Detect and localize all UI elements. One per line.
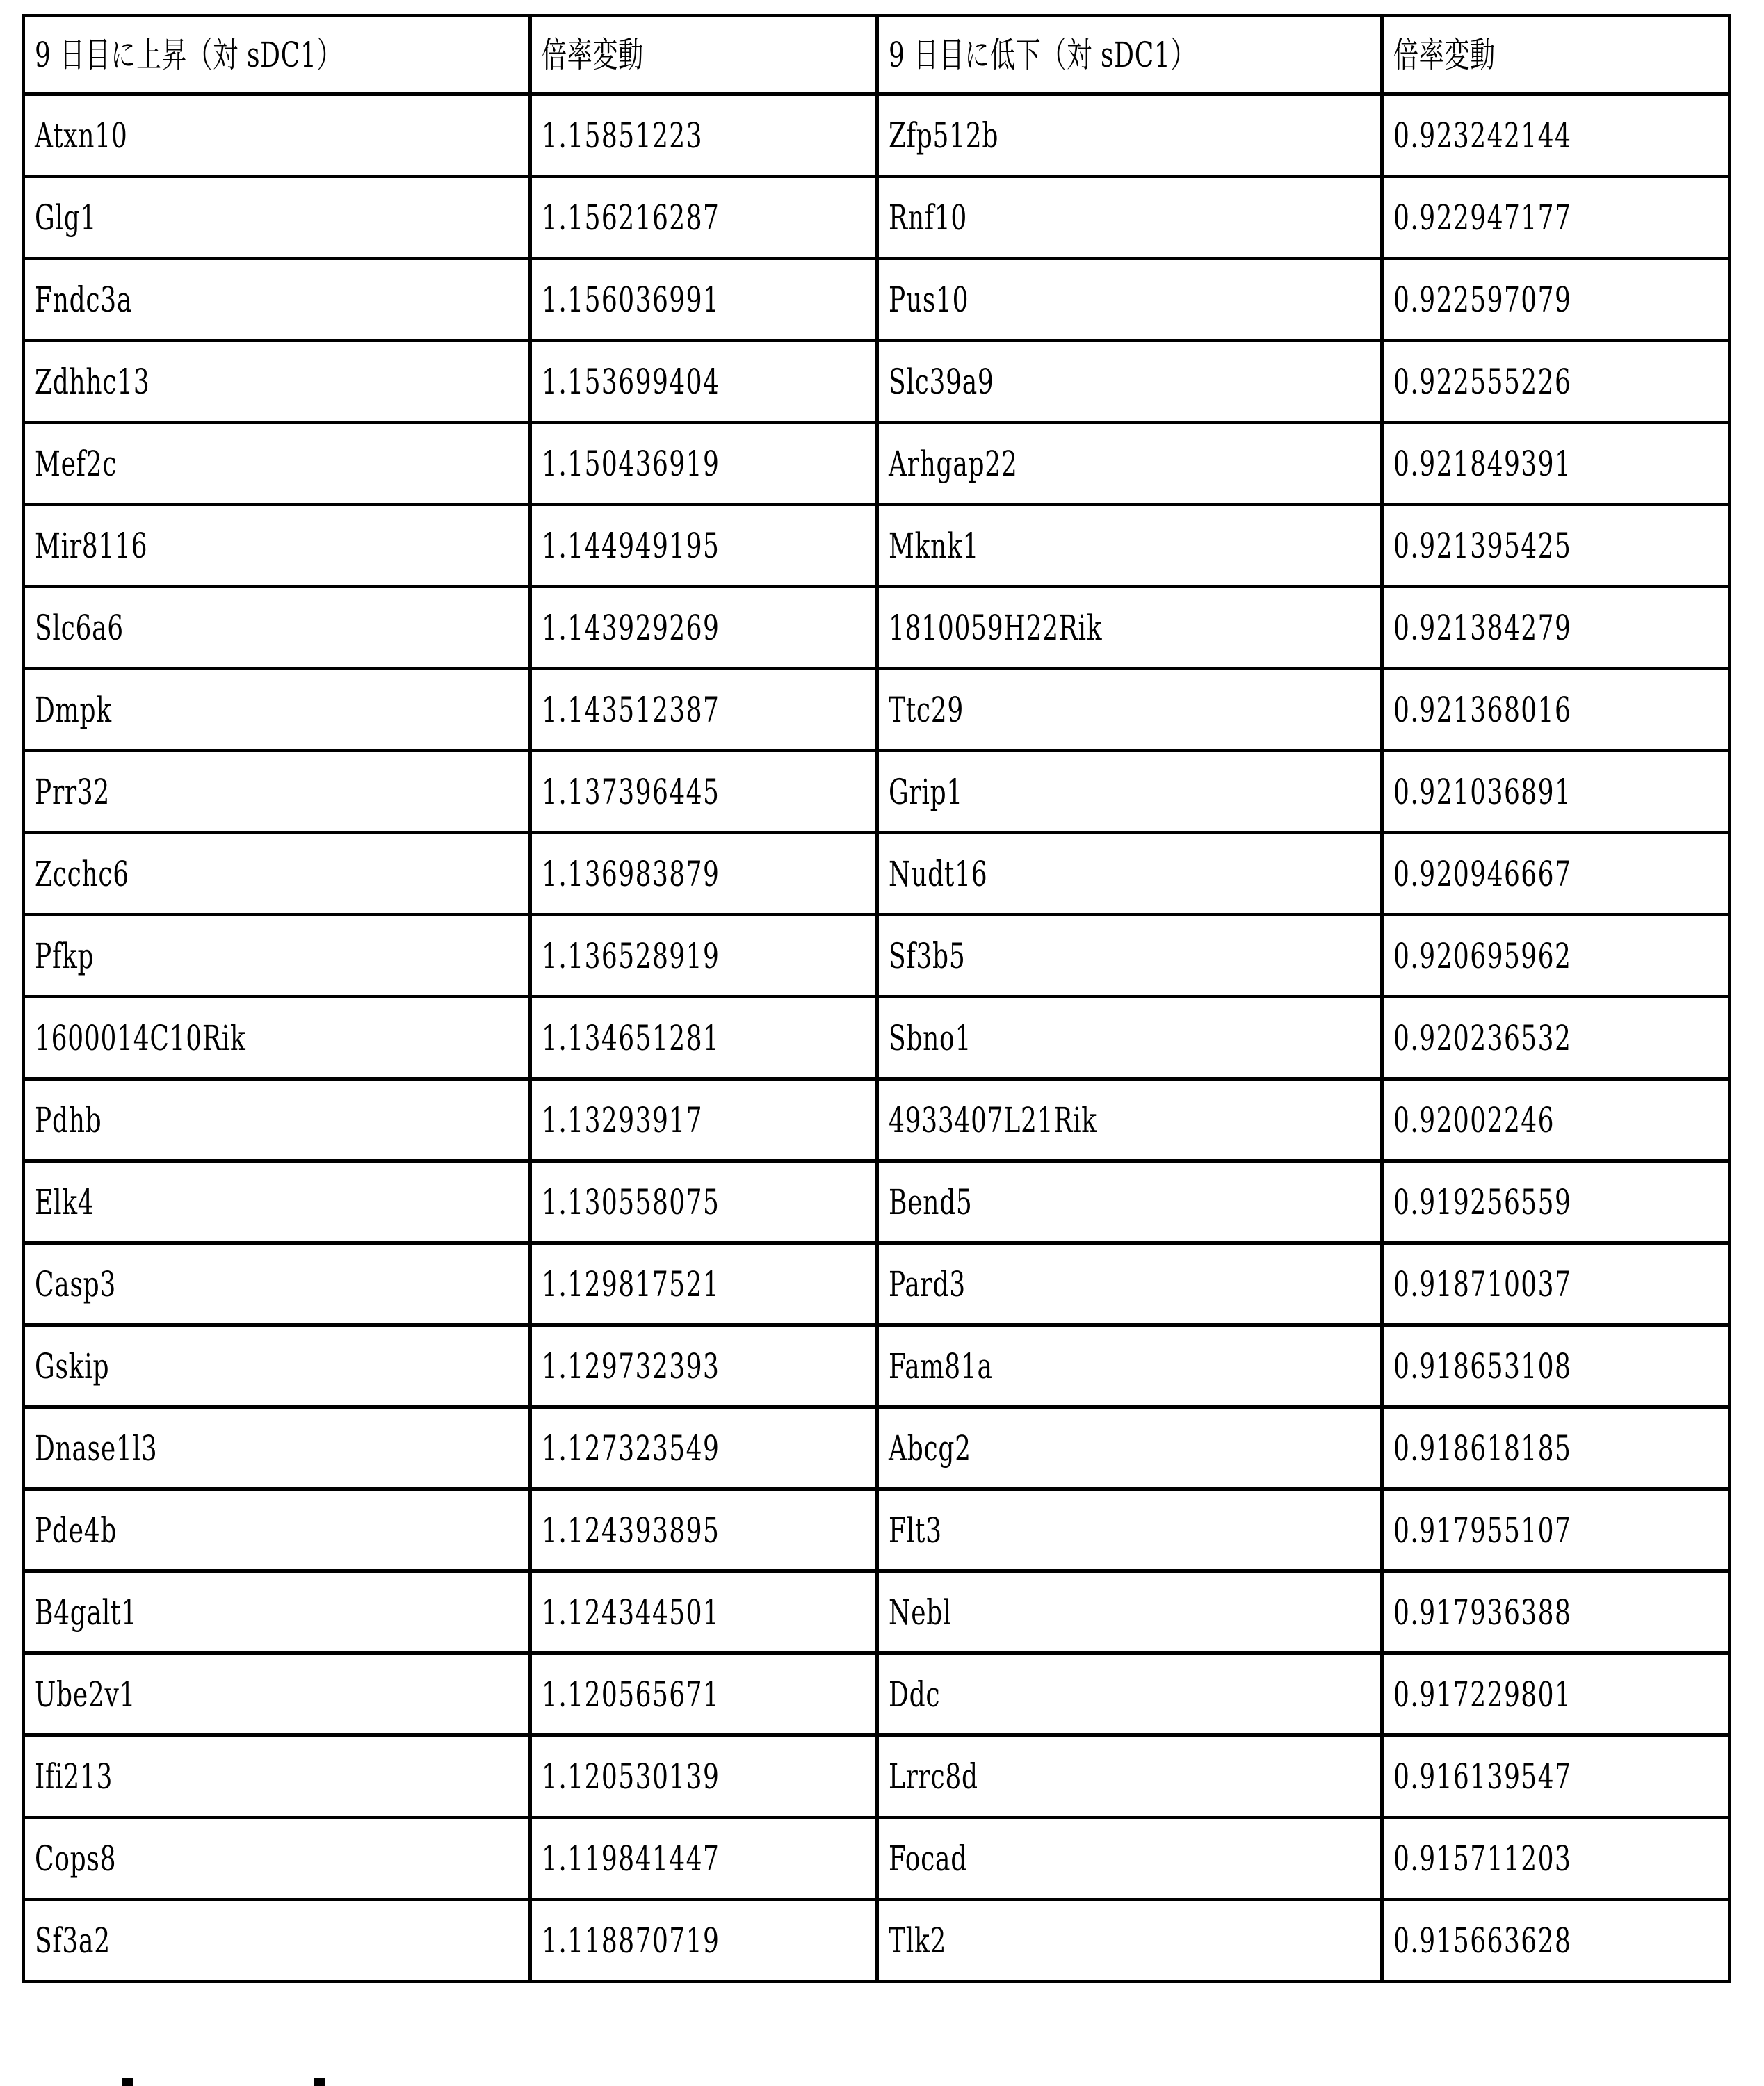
- table-row: [24, 751, 1730, 833]
- fold-change-up-cell: 1.124393895: [531, 1489, 877, 1571]
- fold-change-up-cell: 1.127323549: [531, 1407, 877, 1489]
- table-row: [24, 1407, 1730, 1489]
- fold-change-up-cell: 1.143512387: [531, 669, 877, 751]
- fold-change-down-cell: 0.919256559: [1382, 1161, 1730, 1243]
- fold-change-down-cell: 0.921368016: [1382, 669, 1730, 751]
- fold-change-up-cell: 1.129817521: [531, 1243, 877, 1325]
- fold-change-down-cell: 0.916139547: [1382, 1736, 1730, 1818]
- upregulated-gene-cell: Ube2v1: [24, 1654, 531, 1736]
- downregulated-gene-cell: Focad: [877, 1818, 1382, 1900]
- fold-change-up-cell: 1.136528919: [531, 915, 877, 997]
- table-row: [24, 833, 1730, 915]
- upregulated-gene-cell: Slc6a6: [24, 587, 531, 669]
- downregulated-gene-cell: Nudt16: [877, 833, 1382, 915]
- fold-change-down-cell: 0.917955107: [1382, 1489, 1730, 1571]
- upregulated-gene-cell: 1600014C10Rik: [24, 997, 531, 1079]
- fold-change-down-cell: 0.918710037: [1382, 1243, 1730, 1325]
- upregulated-gene-cell: Pde4b: [24, 1489, 531, 1571]
- upregulated-gene-cell: Sf3a2: [24, 1900, 531, 1982]
- header-fold-change-down: 倍率変動: [1382, 16, 1730, 95]
- table-row: [24, 1079, 1730, 1161]
- upregulated-gene-cell: Zcchc6: [24, 833, 531, 915]
- upregulated-gene-cell: Mir8116: [24, 505, 531, 587]
- downregulated-gene-cell: Slc39a9: [877, 341, 1382, 423]
- fold-change-down-cell: 0.917936388: [1382, 1571, 1730, 1654]
- table-row: [24, 1161, 1730, 1243]
- upregulated-gene-cell: Gskip: [24, 1325, 531, 1407]
- table-row: [24, 177, 1730, 259]
- fold-change-down-cell: 0.915711203: [1382, 1818, 1730, 1900]
- upregulated-gene-cell: Atxn10: [24, 95, 531, 177]
- table-header-row: [24, 16, 1730, 95]
- upregulated-gene-cell: Cops8: [24, 1818, 531, 1900]
- upregulated-gene-cell: Ifi213: [24, 1736, 531, 1818]
- fold-change-down-cell: 0.922555226: [1382, 341, 1730, 423]
- downregulated-gene-cell: 4933407L21Rik: [877, 1079, 1382, 1161]
- downregulated-gene-cell: Arhgap22: [877, 423, 1382, 505]
- downregulated-gene-cell: Ttc29: [877, 669, 1382, 751]
- fold-change-up-cell: 1.153699404: [531, 341, 877, 423]
- fold-change-down-cell: 0.92002246: [1382, 1079, 1730, 1161]
- cropped-glyph-mark: [314, 2078, 325, 2086]
- fold-change-down-cell: 0.922947177: [1382, 177, 1730, 259]
- fold-change-up-cell: 1.134651281: [531, 997, 877, 1079]
- fold-change-up-cell: 1.156216287: [531, 177, 877, 259]
- table-row: [24, 1818, 1730, 1900]
- fold-change-up-cell: 1.144949195: [531, 505, 877, 587]
- fold-change-down-cell: 0.921036891: [1382, 751, 1730, 833]
- downregulated-gene-cell: Ddc: [877, 1654, 1382, 1736]
- fold-change-up-cell: 1.13293917: [531, 1079, 877, 1161]
- table-row: [24, 341, 1730, 423]
- downregulated-gene-cell: 1810059H22Rik: [877, 587, 1382, 669]
- upregulated-gene-cell: Elk4: [24, 1161, 531, 1243]
- upregulated-gene-cell: Fndc3a: [24, 259, 531, 341]
- fold-change-up-cell: 1.143929269: [531, 587, 877, 669]
- downregulated-gene-cell: Nebl: [877, 1571, 1382, 1654]
- downregulated-gene-cell: Bend5: [877, 1161, 1382, 1243]
- fold-change-up-cell: 1.156036991: [531, 259, 877, 341]
- fold-change-down-cell: 0.915663628: [1382, 1900, 1730, 1982]
- cropped-glyph-mark: [122, 2078, 133, 2086]
- table-row: [24, 423, 1730, 505]
- fold-change-down-cell: 0.921395425: [1382, 505, 1730, 587]
- table-row: [24, 997, 1730, 1079]
- upregulated-gene-cell: Dmpk: [24, 669, 531, 751]
- fold-change-up-cell: 1.120565671: [531, 1654, 877, 1736]
- fold-change-up-cell: 1.124344501: [531, 1571, 877, 1654]
- table-row: [24, 1571, 1730, 1654]
- upregulated-gene-cell: Dnase1l3: [24, 1407, 531, 1489]
- fold-change-up-cell: 1.150436919: [531, 423, 877, 505]
- table-row: [24, 1900, 1730, 1982]
- fold-change-up-cell: 1.129732393: [531, 1325, 877, 1407]
- upregulated-gene-cell: B4galt1: [24, 1571, 531, 1654]
- fold-change-up-cell: 1.130558075: [531, 1161, 877, 1243]
- fold-change-down-cell: 0.920695962: [1382, 915, 1730, 997]
- gene-fold-change-table: [22, 14, 1731, 1983]
- downregulated-gene-cell: Rnf10: [877, 177, 1382, 259]
- table-row: [24, 95, 1730, 177]
- table-row: [24, 1736, 1730, 1818]
- table-row: [24, 505, 1730, 587]
- downregulated-gene-cell: Sbno1: [877, 997, 1382, 1079]
- fold-change-up-cell: 1.15851223: [531, 95, 877, 177]
- fold-change-up-cell: 1.120530139: [531, 1736, 877, 1818]
- downregulated-gene-cell: Fam81a: [877, 1325, 1382, 1407]
- fold-change-down-cell: 0.921384279: [1382, 587, 1730, 669]
- downregulated-gene-cell: Pus10: [877, 259, 1382, 341]
- downregulated-gene-cell: Sf3b5: [877, 915, 1382, 997]
- downregulated-gene-cell: Grip1: [877, 751, 1382, 833]
- fold-change-up-cell: 1.119841447: [531, 1818, 877, 1900]
- header-upregulated-gene: 9 日目に上昇（対 sDC1）: [24, 16, 531, 95]
- fold-change-up-cell: 1.137396445: [531, 751, 877, 833]
- fold-change-up-cell: 1.136983879: [531, 833, 877, 915]
- upregulated-gene-cell: Mef2c: [24, 423, 531, 505]
- downregulated-gene-cell: Tlk2: [877, 1900, 1382, 1982]
- table-row: [24, 669, 1730, 751]
- upregulated-gene-cell: Glg1: [24, 177, 531, 259]
- downregulated-gene-cell: Flt3: [877, 1489, 1382, 1571]
- fold-change-down-cell: 0.920946667: [1382, 833, 1730, 915]
- fold-change-up-cell: 1.118870719: [531, 1900, 877, 1982]
- table-row: [24, 587, 1730, 669]
- fold-change-down-cell: 0.917229801: [1382, 1654, 1730, 1736]
- fold-change-down-cell: 0.923242144: [1382, 95, 1730, 177]
- table-row: [24, 1325, 1730, 1407]
- downregulated-gene-cell: Pard3: [877, 1243, 1382, 1325]
- upregulated-gene-cell: Pdhb: [24, 1079, 531, 1161]
- fold-change-down-cell: 0.918618185: [1382, 1407, 1730, 1489]
- fold-change-down-cell: 0.920236532: [1382, 997, 1730, 1079]
- fold-change-down-cell: 0.918653108: [1382, 1325, 1730, 1407]
- upregulated-gene-cell: Prr32: [24, 751, 531, 833]
- table-row: [24, 259, 1730, 341]
- table-row: [24, 915, 1730, 997]
- table-row: [24, 1489, 1730, 1571]
- fold-change-down-cell: 0.921849391: [1382, 423, 1730, 505]
- header-fold-change-up: 倍率変動: [531, 16, 877, 95]
- downregulated-gene-cell: Mknk1: [877, 505, 1382, 587]
- downregulated-gene-cell: Lrrc8d: [877, 1736, 1382, 1818]
- table-row: [24, 1243, 1730, 1325]
- header-downregulated-gene: 9 日目に低下（対 sDC1）: [877, 16, 1382, 95]
- downregulated-gene-cell: Abcg2: [877, 1407, 1382, 1489]
- table-row: [24, 1654, 1730, 1736]
- upregulated-gene-cell: Pfkp: [24, 915, 531, 997]
- fold-change-down-cell: 0.922597079: [1382, 259, 1730, 341]
- downregulated-gene-cell: Zfp512b: [877, 95, 1382, 177]
- upregulated-gene-cell: Zdhhc13: [24, 341, 531, 423]
- upregulated-gene-cell: Casp3: [24, 1243, 531, 1325]
